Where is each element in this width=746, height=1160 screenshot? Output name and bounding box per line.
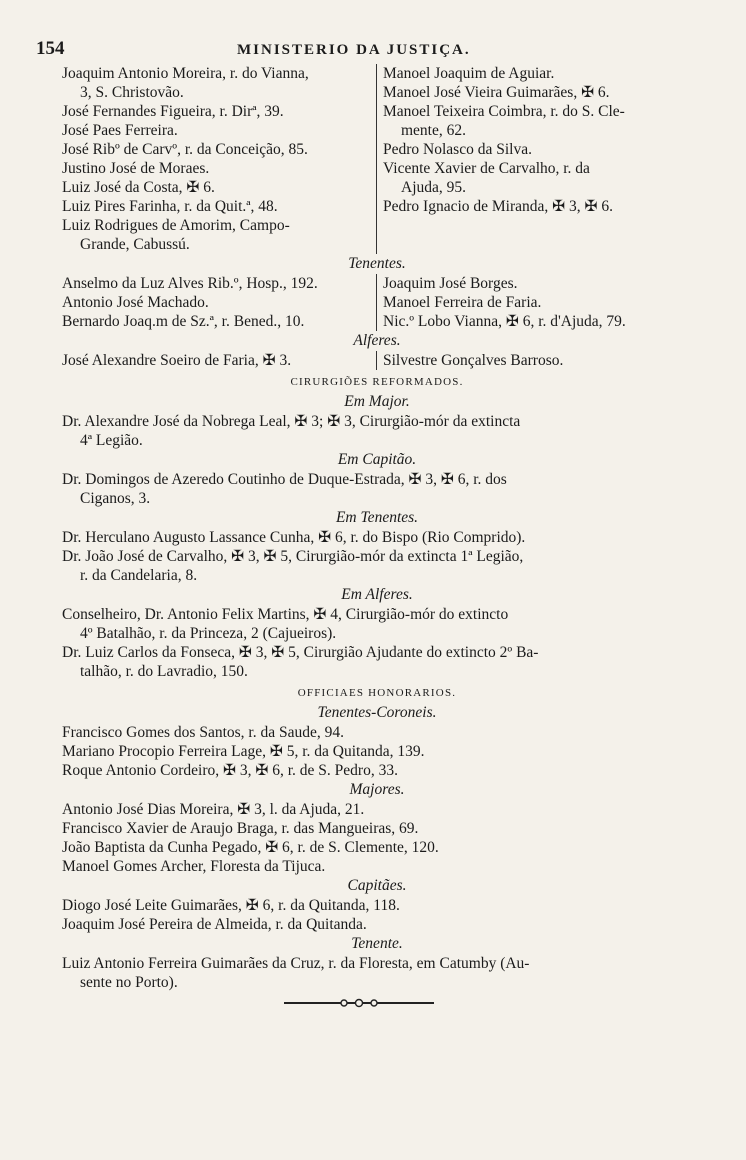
list-entry: Pedro Ignacio de Miranda, ✠ 3, ✠ 6. [383,198,614,215]
list-entry: Silvestre Gonçalves Barroso. [383,352,564,369]
list-entry: 4º Batalhão, r. da Princeza, 2 (Cajueiros). [80,625,337,642]
right-column [377,64,692,254]
list-entry: r. da Candelaria, 8. [80,567,198,584]
subheading-major: Em Major. [344,393,410,410]
list-entry: Joaquim José Pereira de Almeida, r. da Quitanda. [62,916,367,933]
list-entry: Diogo José Leite Guimarães, ✠ 6, r. da Quitanda, 118. [62,897,400,914]
tenente-list [62,954,692,992]
page-header [36,38,692,64]
list-entry: 3, S. Christovão. [80,84,184,101]
list-entry: Dr. Luiz Carlos da Fonseca, ✠ 3, ✠ 5, Cirurgião Ajudante do extincto 2º Ba- [62,644,539,661]
list-entry: Manoel Gomes Archer, Floresta da Tijuca. [62,858,326,875]
list-entry: Manoel Teixeira Coimbra, r. do S. Cle- [383,103,625,120]
list-entry: Grande, Cabussú. [80,236,190,253]
list-entry: Vicente Xavier de Carvalho, r. da [383,160,590,177]
capitaes-list [62,896,692,934]
list-entry: 4ª Legião. [80,432,143,449]
list-entry: Joaquim José Borges. [383,275,518,292]
tenentes-list [62,528,692,585]
list-entry: Bernardo Joaq.m de Sz.ª, r. Bened., 10. [62,313,305,330]
subheading-tenentes: Em Tenentes. [335,509,419,526]
list-entry: Dr. João José de Carvalho, ✠ 3, ✠ 5, Cirurgião-mór da extincta 1ª Legião, [62,548,524,565]
list-entry: mente, 62. [401,122,466,139]
left-column [62,274,377,331]
list-entry: Anselmo da Luz Alves Rib.º, Hosp., 192. [62,275,318,292]
subheading-tenente: Tenente. [351,935,403,952]
alferes-columns [62,351,692,370]
list-entry: Francisco Gomes dos Santos, r. da Saude, 94. [62,724,344,741]
list-entry: Joaquim Antonio Moreira, r. do Vianna, [62,65,309,82]
section-title-honorarios: OFFICIAES HONORARIOS. [297,687,457,699]
subheading-capitao: Em Capitão. [337,451,417,468]
list-entry: Dr. Domingos de Azeredo Coutinho de Duque-Estrada, ✠ 3, ✠ 6, r. dos [62,471,507,488]
alferes-list [62,605,692,681]
left-column [62,351,377,370]
list-entry: Ciganos, 3. [80,490,151,507]
running-title: MINISTERIO DA JUSTIÇA. [237,42,471,58]
list-entry: Luiz Pires Farinha, r. da Quit.ª, 48. [62,198,278,215]
list-entry: Conselheiro, Dr. Antonio Felix Martins, ✠ 4, Cirurgião-mór do extincto [62,606,509,623]
right-column [377,351,692,370]
tenentes-columns [62,274,692,331]
section-title-cirurgioes: CIRURGIÕES REFORMADOS. [290,376,464,388]
list-entry: Antonio José Machado. [62,294,209,311]
tenentes-coroneis-list [62,723,692,780]
subheading-capitaes: Capitães. [347,877,407,894]
list-entry: João Baptista da Cunha Pegado, ✠ 6, r. de S. Clemente, 120. [62,839,439,856]
list-entry: José Alexandre Soeiro de Faria, ✠ 3. [62,352,292,369]
subheading-alferes: Em Alferes. [341,586,413,603]
list-entry: Mariano Procopio Ferreira Lage, ✠ 5, r. da Quitanda, 139. [62,743,425,760]
list-entry: Ajuda, 95. [401,179,467,196]
subheading-majores: Majores. [349,781,405,798]
list-entry: José Fernandes Figueira, r. Dirª, 39. [62,103,284,120]
list-entry: Dr. Herculano Augusto Lassance Cunha, ✠ 6, r. do Bispo (Rio Comprido). [62,529,526,546]
list-entry: José Ribº de Carvº, r. da Conceição, 85. [62,141,308,158]
page-number: 154 [36,38,65,59]
list-entry: Antonio José Dias Moreira, ✠ 3, l. da Ajuda, 21. [62,801,365,818]
list-entry: sente no Porto). [80,974,178,991]
end-ornament [284,998,434,1008]
section-heading-tenentes: Tenentes. [348,255,406,272]
list-entry: Manoel Joaquim de Aguiar. [383,65,555,82]
list-entry: Luiz José da Costa, ✠ 6. [62,179,215,196]
left-column [62,64,377,254]
majores-list [62,800,692,876]
list-entry: Justino José de Moraes. [62,160,210,177]
list-entry: Manoel José Vieira Guimarães, ✠ 6. [383,84,610,101]
right-column [377,274,692,331]
list-entry: Roque Antonio Cordeiro, ✠ 3, ✠ 6, r. de S. Pedro, 33. [62,762,398,779]
list-entry: Nic.º Lobo Vianna, ✠ 6, r. d'Ajuda, 79. [383,313,626,330]
major-list [62,412,692,450]
section-heading-alferes: Alferes. [353,332,401,349]
list-entry: Dr. Alexandre José da Nobrega Leal, ✠ 3; ✠ 3, Cirurgião-mór da extincta [62,413,521,430]
subheading-tenentes-coroneis: Tenentes-Coroneis. [317,704,437,721]
list-entry: talhão, r. do Lavradio, 150. [80,663,248,680]
list-entry: José Paes Ferreira. [62,122,178,139]
list-entry: Pedro Nolasco da Silva. [383,141,532,158]
list-entry: Manoel Ferreira de Faria. [383,294,542,311]
capitao-list [62,470,692,508]
document-page [36,38,692,1008]
list-entry: Luiz Rodrigues de Amorim, Campo- [62,217,290,234]
list-entry: Francisco Xavier de Araujo Braga, r. das Mangueiras, 69. [62,820,419,837]
first-list-columns [62,64,692,254]
list-entry: Luiz Antonio Ferreira Guimarães da Cruz, r. da Floresta, em Catumby (Au- [62,955,530,972]
